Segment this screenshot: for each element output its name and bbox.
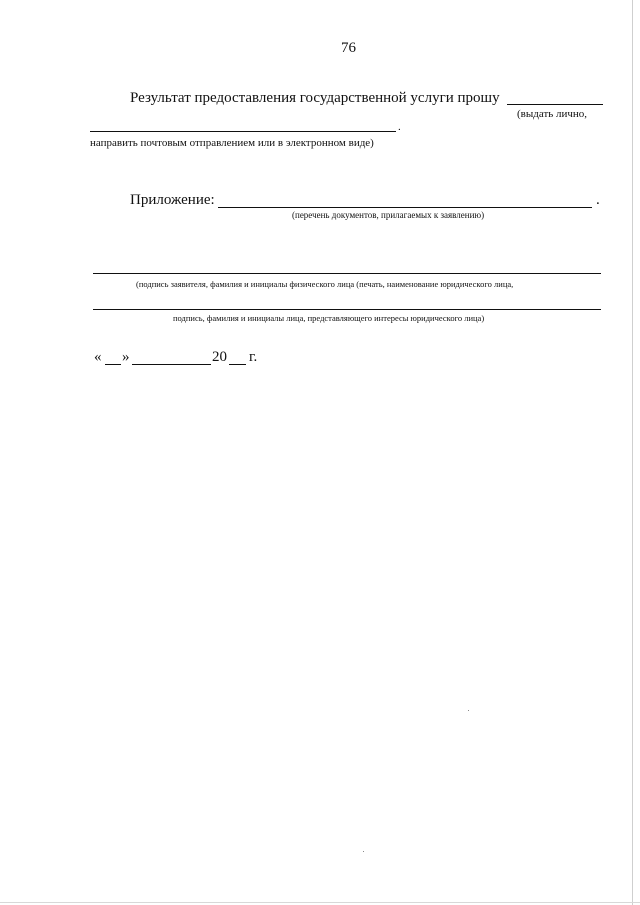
delivery-hint: направить почтовым отправлением или в электронном виде)	[90, 137, 374, 149]
representative-signature-caption: подпись, фамилия и инициалы лица, представляющего интересы юридического лица)	[173, 313, 485, 323]
attachment-dot: .	[596, 192, 600, 208]
result-hint: (выдать лично,	[517, 108, 588, 120]
result-label: Результат предоставления государственной услуги прошу	[130, 90, 500, 106]
result-blank[interactable]	[507, 104, 603, 105]
date-day-blank[interactable]	[105, 364, 121, 365]
page-number: 76	[341, 40, 356, 56]
date-year-prefix: 20	[212, 349, 227, 365]
attachment-label: Приложение:	[130, 192, 215, 208]
page-edge	[0, 902, 640, 903]
scan-speck	[363, 851, 364, 852]
date-month-blank[interactable]	[132, 364, 211, 365]
delivery-dot: .	[398, 121, 401, 133]
representative-signature-line[interactable]	[93, 309, 601, 310]
scan-speck	[468, 710, 469, 711]
date-open-quote: «	[94, 349, 102, 365]
delivery-method-blank[interactable]	[90, 131, 396, 132]
page-edge	[632, 0, 633, 905]
date-close-quote: »	[122, 349, 130, 365]
applicant-signature-caption: (подпись заявителя, фамилия и инициалы физического лица (печать, наименование юридического лица,	[136, 279, 514, 289]
applicant-signature-line[interactable]	[93, 273, 601, 274]
attachment-blank[interactable]	[218, 207, 592, 208]
date-year-blank[interactable]	[229, 364, 246, 365]
attachment-caption: (перечень документов, прилагаемых к заявлению)	[292, 210, 485, 220]
date-year-suffix: г.	[249, 349, 258, 365]
